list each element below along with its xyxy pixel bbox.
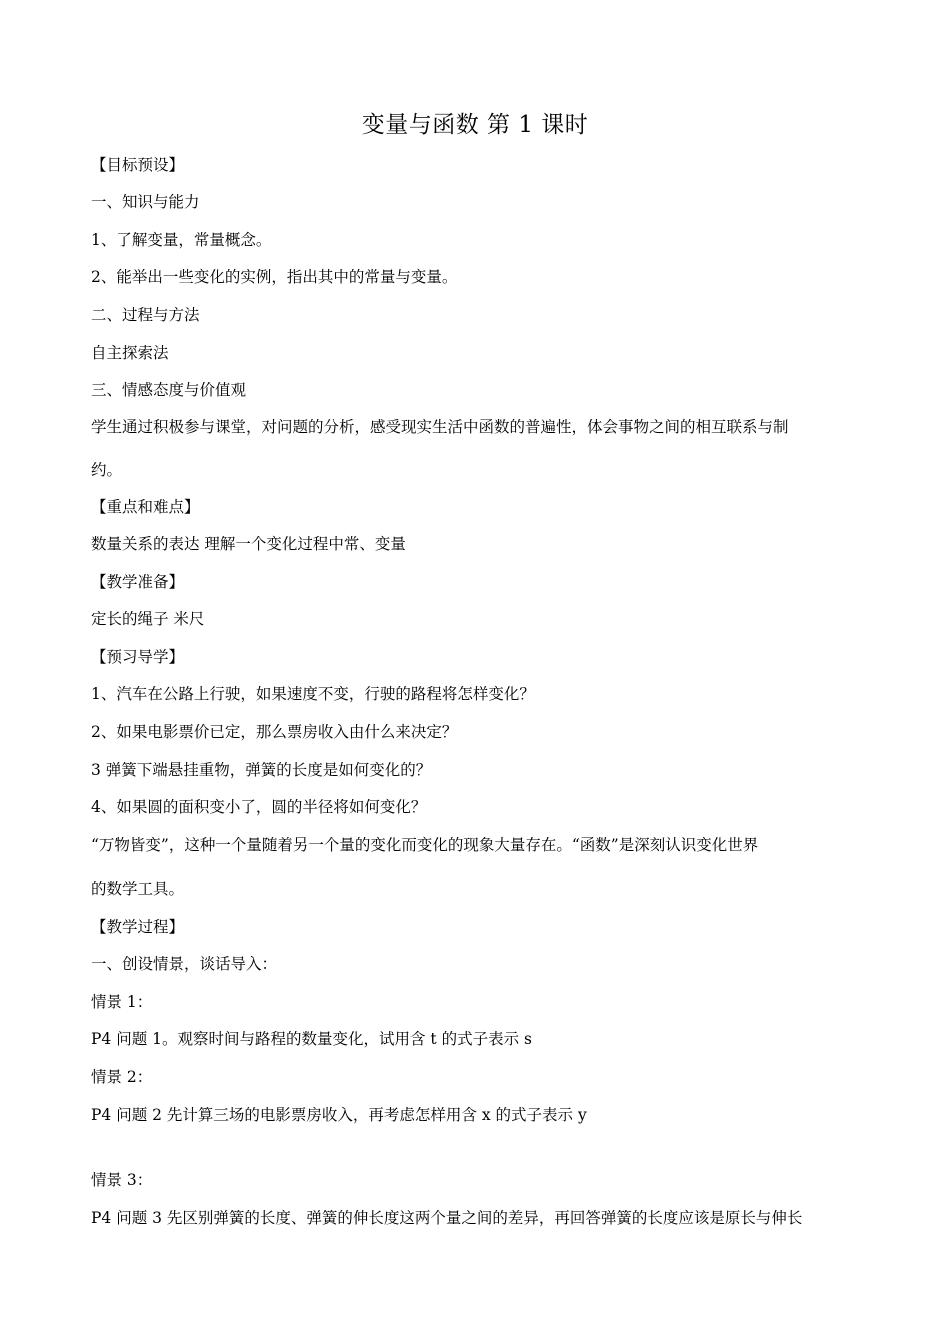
step-heading-1: 一、创设情景，谈话导入： (91, 955, 278, 973)
scenario-text-2: P4 问题 2 先计算三场的电影票房收入，再考虑怎样用含 x 的式子表示 y (91, 1106, 587, 1124)
attitude-text-line-2: 约。 (91, 461, 123, 479)
section-heading-teaching-process: 【教学过程】 (91, 918, 185, 936)
subheading-process: 二、过程与方法 (91, 306, 200, 324)
preview-question-3: 3 弹簧下端悬挂重物，弹簧的长度是如何变化的？ (91, 761, 432, 779)
intro-paragraph-line-1: “万物皆变”，这种一个量随着另一个量的变化而变化的现象大量存在。“函数”是深刻认识变化世界 (91, 836, 759, 854)
subheading-attitude: 三、情感态度与价值观 (91, 381, 247, 399)
scenario-text-1: P4 问题 1。观察时间与路程的数量变化，试用含 t 的式子表示 s (91, 1030, 532, 1048)
preview-question-4: 4、如果圆的面积变小了，圆的半径将如何变化？ (91, 798, 427, 816)
key-points-text: 数量关系的表达 理解一个变化过程中常、变量 (91, 535, 406, 553)
section-heading-key-points: 【重点和难点】 (91, 498, 200, 516)
document-title: 变量与函数 第 1 课时 (361, 112, 589, 138)
subheading-knowledge: 一、知识与能力 (91, 193, 200, 211)
process-text: 自主探索法 (91, 344, 169, 362)
intro-paragraph-line-2: 的数学工具。 (91, 880, 185, 898)
goal-item-1: 1、了解变量，常量概念。 (91, 231, 272, 249)
scenario-label-2: 情景 2： (91, 1068, 153, 1086)
scenario-label-3: 情景 3： (91, 1171, 153, 1189)
preview-question-2: 2、如果电影票价已定，那么票房收入由什么来决定？ (91, 723, 458, 741)
scenario-label-1: 情景 1： (91, 993, 153, 1011)
goal-item-2: 2、能举出一些变化的实例，指出其中的常量与变量。 (91, 268, 458, 286)
preview-question-1: 1、汽车在公路上行驶，如果速度不变，行驶的路程将怎样变化？ (91, 685, 535, 703)
preparation-text: 定长的绳子 米尺 (91, 610, 205, 628)
attitude-text-line-1: 学生通过积极参与课堂，对问题的分析，感受现实生活中函数的普遍性，体会事物之间的相互联系与制 (91, 418, 789, 436)
section-heading-goals: 【目标预设】 (91, 156, 185, 174)
section-heading-preview: 【预习导学】 (91, 648, 185, 666)
section-heading-preparation: 【教学准备】 (91, 573, 185, 591)
scenario-text-3: P4 问题 3 先区别弹簧的长度、弹簧的伸长度这两个量之间的差异，再回答弹簧的长度应该是原长与伸长 (91, 1209, 803, 1227)
